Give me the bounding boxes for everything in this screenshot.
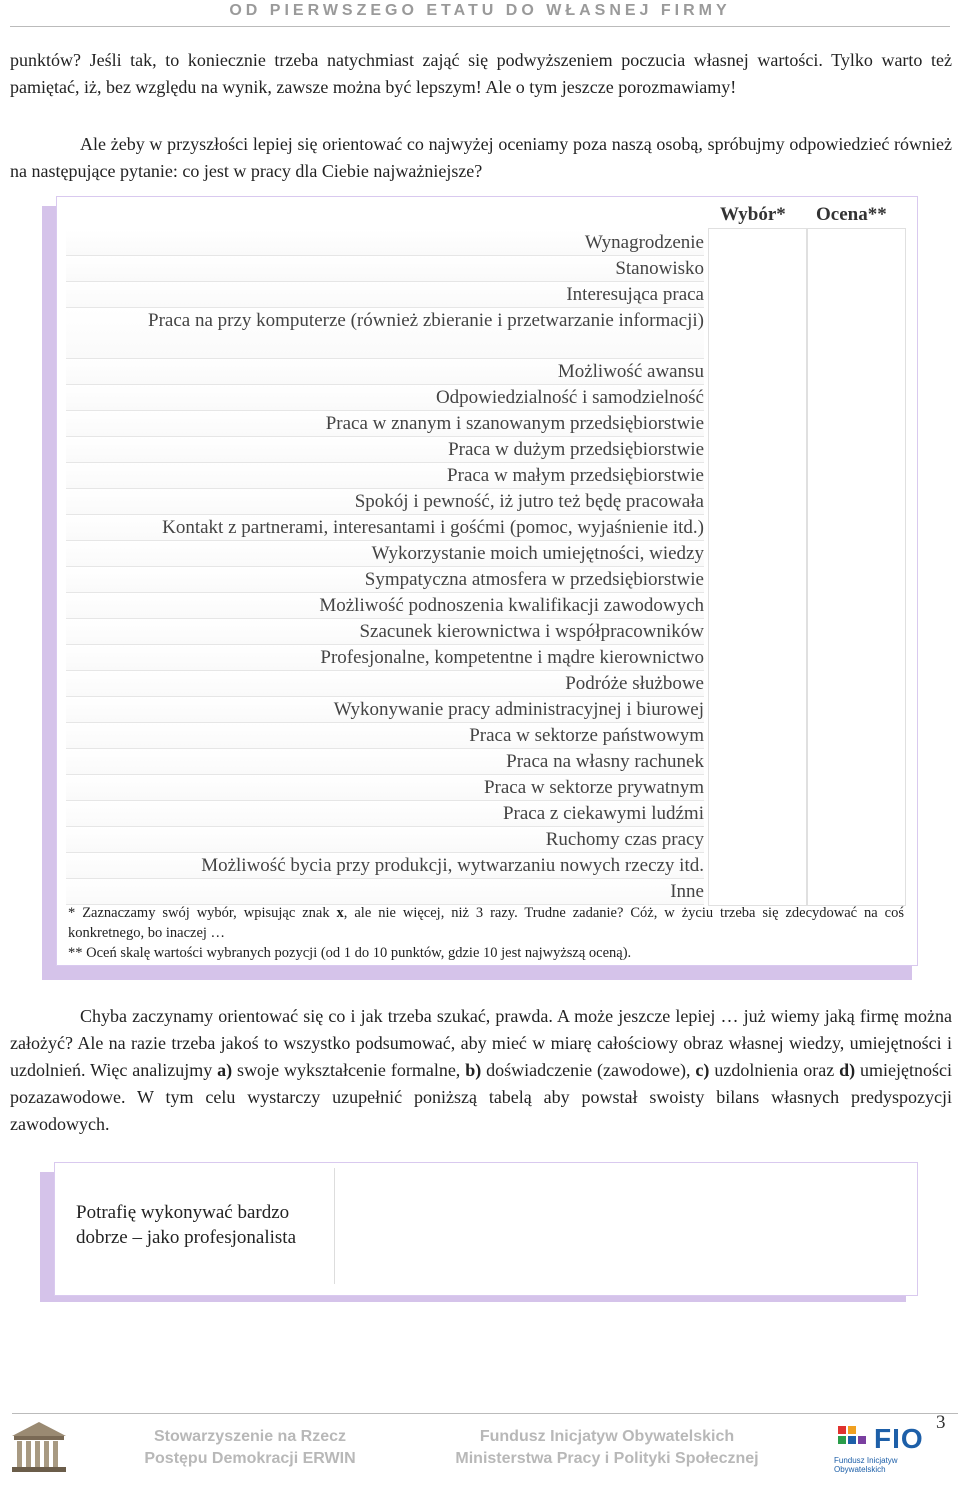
criteria-row: Stanowisko [66,256,704,282]
criteria-row: Wynagrodzenie [66,230,704,256]
table-notes [68,903,904,963]
criteria-row: Podróże służbowe [66,671,704,697]
criteria-row: Praca na własny rachunek [66,749,704,775]
criteria-row: Praca z ciekawymi ludźmi [66,801,704,827]
column-header-rating: Ocena** [816,204,887,225]
footer-divider [12,1413,958,1414]
org-fio: Fundusz Inicjatyw Obywatelskich Ministerstwa Pracy i Polityki Społecznej [455,1428,759,1467]
skills-table-divider [334,1168,335,1284]
criteria-row: Praca w sektorze państwowym [66,723,704,749]
criteria-row: Praca na przy komputerze (również zbieranie i przetwarzanie informacji) [66,308,704,359]
criteria-row: Praca w znanym i szanowanym przedsiębiorstwie [66,411,704,437]
note-choice: * Zaznaczamy swój wybór, wpisując znak x, ale nie więcej, niż 3 razy. Trudne zadanie? Cóż, w życiu trzeba się zdecydować na coś konkretnego, bo inaczej … [68,905,904,941]
criteria-row: Sympatyczna atmosfera w przedsiębiorstwie [66,567,704,593]
criteria-row: Odpowiedzialność i samodzielność [66,385,704,411]
fio-mark-icon [838,1426,868,1456]
fio-logo: FIO Fundusz Inicjatyw Obywatelskich [834,1423,924,1474]
header-divider [10,26,950,27]
page-number: 3 [936,1412,946,1433]
criteria-row: Profesjonalne, kompetentne i mądre kierownictwo [66,645,704,671]
criteria-row: Możliwość awansu [66,359,704,385]
temple-logo-icon [10,1418,68,1476]
intro-paragraph-1: punktów? Jeśli tak, to koniecznie trzeba natychmiast zająć się podwyższeniem poczucia własnej wartości. Tylko warto też pamiętać, iż, bez względu na wynik, zawsze można być lepszym! Ale o tym jeszcze porozmawiamy! [10,50,952,97]
criteria-row: Szacunek kierownictwa i współpracowników [66,619,704,645]
choice-column[interactable] [708,228,808,906]
criteria-row: Możliwość podnoszenia kwalifikacji zawodowych [66,593,704,619]
criteria-row: Spokój i pewność, iż jutro też będę pracowała [66,489,704,515]
criteria-row: Inne [66,879,704,905]
org-erwin: Stowarzyszenie na Rzecz Postępu Demokracji ERWIN [144,1428,356,1467]
criteria-row: Ruchomy czas pracy [66,827,704,853]
criteria-row: Możliwość bycia przy produkcji, wytwarzaniu nowych rzeczy itd. [66,853,704,879]
summary-paragraph: Chyba zaczynamy orientować się co i jak trzeba szukać, prawda. A może jeszcze lepiej … już wiemy jaką firmę można założyć? Ale na razie trzeba jakoś to wszystko podsumować, aby mieć w miarę całościowy obraz własnej wiedzy, umiejętności i uzdolnień. Więc analizujmy a) swoje wykształcenie formalne, b) doświadczenie (zawodowe), c) uzdolnienia oraz d) umiejętności pozazawodowe. W tym celu wystarczy uzupełnić poniższą tabelą aby powstał swoisty bilans własnych predyspozycji zawodowych. [10,1006,953,1134]
intro-paragraph-2: Ale żeby w przyszłości lepiej się orientować co najwyżej oceniamy poza naszą osobą, spróbujmy odpowiedzieć również na następujące pytanie: co jest w pracy dla Ciebie najważniejsze? [10,134,952,181]
criteria-row: Wykonywanie pracy administracyjnej i biurowej [66,697,704,723]
criteria-list [66,230,704,905]
criteria-row: Interesująca praca [66,282,704,308]
note-rating: ** Oceń skalę wartości wybranych pozycji (od 1 do 10 punktów, gdzie 10 jest najwyższą oceną). [68,945,632,961]
criteria-row: Kontakt z partnerami, interesantami i gośćmi (pomoc, wyjaśnienie itd.) [66,515,704,541]
running-header: OD PIERWSZEGO ETATU DO WŁASNEJ FIRMY [229,2,731,19]
criteria-row: Praca w dużym przedsiębiorstwie [66,437,704,463]
column-header-choice: Wybór* [720,204,786,225]
skills-row-label: Potrafię wykonywać bardzo dobrze – jako profesjonalista [76,1202,297,1248]
criteria-row: Praca w sektorze prywatnym [66,775,704,801]
criteria-row: Praca w małym przedsiębiorstwie [66,463,704,489]
rating-column[interactable] [806,228,906,906]
criteria-row: Wykorzystanie moich umiejętności, wiedzy [66,541,704,567]
